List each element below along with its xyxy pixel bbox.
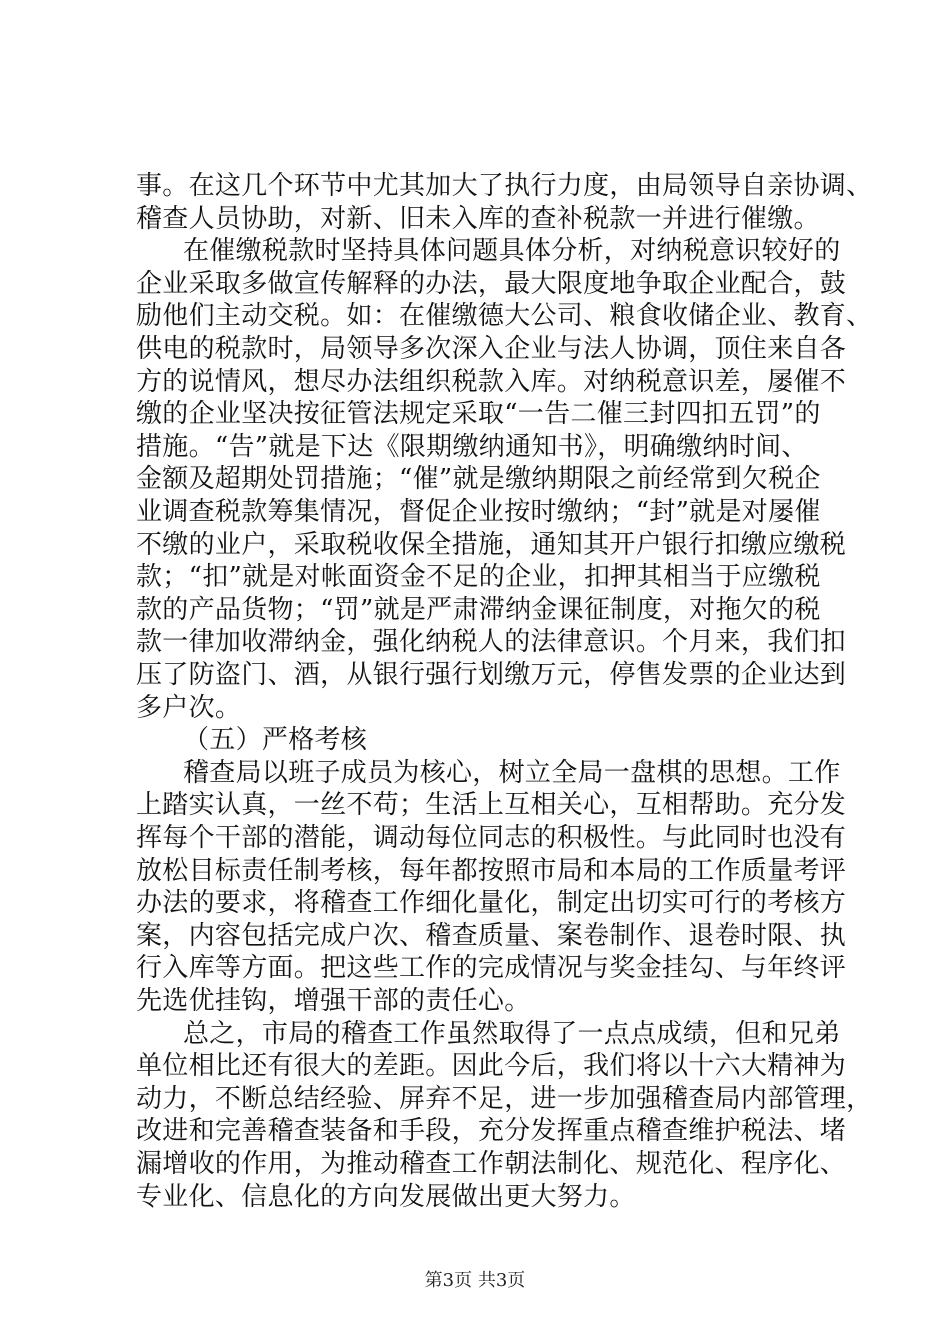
text-line: 缴的企业坚决按征管法规定采取“一告二催三封四扣五罚”的 (136, 399, 821, 430)
text-line: 供电的税款时，局领导多次深入企业与法人协调，顶住来自各 (136, 334, 847, 364)
text-line: 总之，市局的稽查工作虽然取得了一点点成绩，但和兄弟 (183, 1018, 841, 1049)
text-line: 励他们主动交税。如：在催缴德大公司、粮食收储企业、教育、 (136, 301, 873, 332)
text-line: 事。在这几个环节中尤其加大了执行力度，由局领导自亲协调、 (136, 171, 873, 201)
text-line: 行入库等方面。把这些工作的完成情况与奖金挂勾、与年终评 (136, 953, 847, 984)
text-line: 款的产品货物；“罚”就是严肃滞纳金课征制度，对拖欠的税 (136, 594, 821, 625)
text-line: 款；“扣”就是对帐面资金不足的企业，扣押其相当于应缴税 (136, 562, 821, 593)
text-line: 动力，不断总结经验、屏弃不足，进一步加强稽查局内部管理， (136, 1083, 873, 1114)
text-line: 金额及超期处罚措施；“催”就是缴纳期限之前经常到欠税企 (136, 464, 821, 495)
text-line: 款一律加收滞纳金，强化纳税人的法律意识。个月来，我们扣 (136, 627, 847, 658)
text-line: 办法的要求，将稽查工作细化量化，制定出切实可行的考核方 (136, 888, 847, 919)
text-line: 稽查人员协助，对新、旧未入库的查补税款一并进行催缴。 (136, 203, 820, 234)
text-line: 先选优挂钩，增强干部的责任心。 (136, 986, 531, 1016)
text-line: 专业化、信息化的方向发展做出更大努力。 (136, 1181, 636, 1212)
text-line: 上踏实认真，一丝不苟；生活上互相关心，互相帮助。充分发 (136, 790, 847, 821)
text-line: 在催缴税款时坚持具体问题具体分析，对纳税意识较好的 (183, 236, 841, 267)
text-line: 企业采取多做宣传解释的办法，最大限度地争取企业配合，鼓 (136, 268, 847, 299)
text-line: 案，内容包括完成户次、稽查质量、案卷制作、退卷时限、执 (136, 920, 847, 951)
text-line: 挥每个干部的潜能，调动每位同志的积极性。与此同时也没有 (136, 823, 847, 853)
text-line: 业调查税款筹集情况，督促企业按时缴纳；“封”就是对屡催 (136, 497, 821, 527)
text-line: 放松目标责任制考核，每年都按照市局和本局的工作质量考评 (136, 855, 847, 886)
text-line: 改进和完善稽查装备和手段，充分发挥重点稽查维护税法、堵 (136, 1116, 847, 1147)
section-heading: （五）严格考核 (183, 725, 368, 756)
text-line: 方的说情风，想尽办法组织税款入库。对纳税意识差，屡催不 (136, 366, 847, 397)
text-line: 多户次。 (136, 692, 242, 723)
page-footer: 第3页 共3页 (424, 1270, 526, 1291)
text-line: 不缴的业户，采取税收保全措施，通知其开户银行扣缴应缴税 (136, 529, 847, 560)
text-line: 漏增收的作用，为推动稽查工作朝法制化、规范化、程序化、 (136, 1149, 847, 1179)
text-line: 措施。“告”就是下达《限期缴纳通知书》，明确缴纳时间、 (136, 431, 808, 462)
text-line: 稽查局以班子成员为核心，树立全局一盘棋的思想。工作 (183, 757, 841, 788)
text-line: 单位相比还有很大的差距。因此今后，我们将以十六大精神为 (136, 1051, 847, 1082)
text-line: 压了防盗门、酒，从银行强行划缴万元，停售发票的企业达到 (136, 660, 847, 690)
